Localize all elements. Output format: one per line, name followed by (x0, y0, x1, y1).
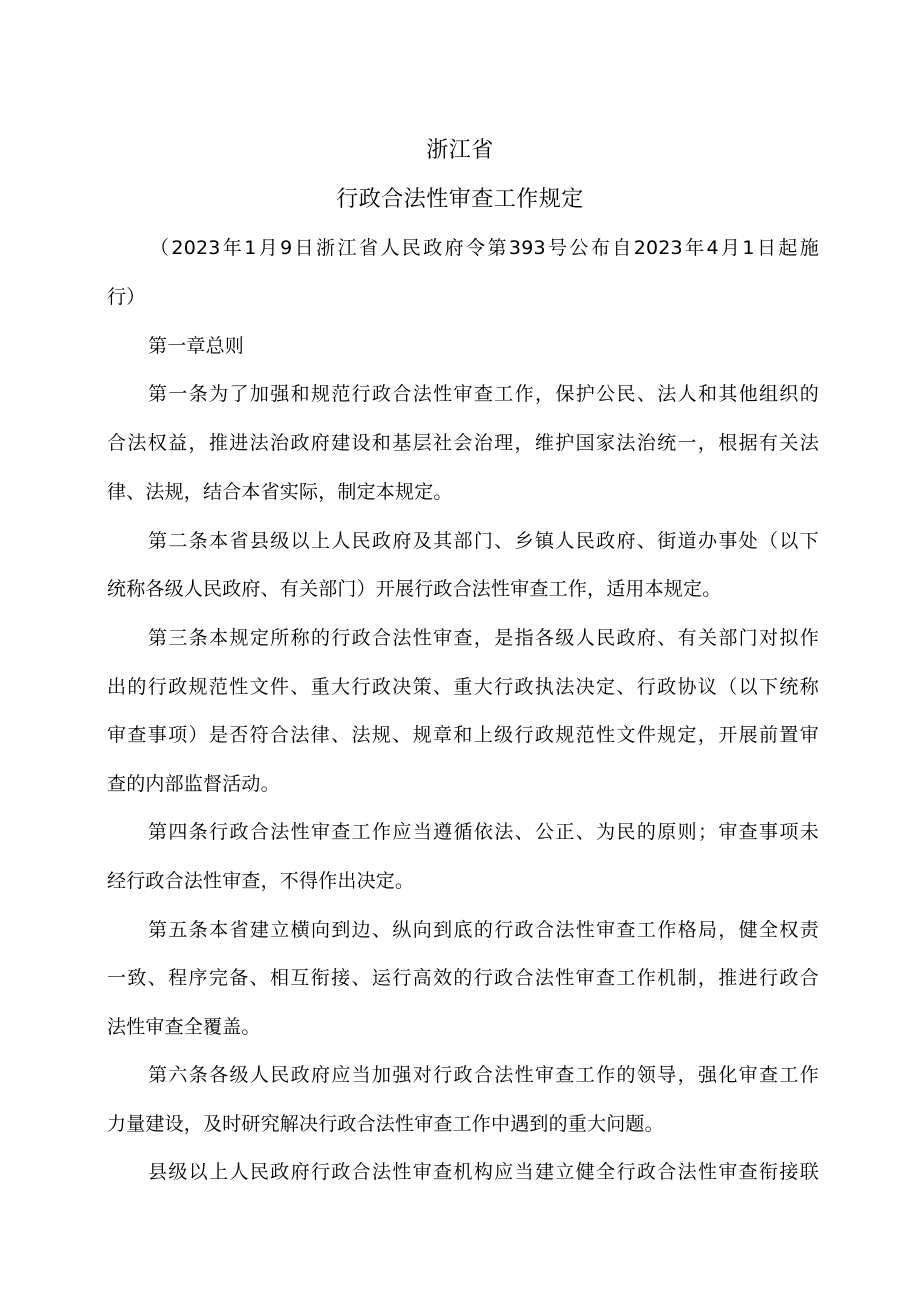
article-5-line: 法性审查全覆盖。 (107, 1016, 261, 1038)
article-5-line: 第五条本省建立横向到边、纵向到底的行政合法性审查工作格局，健全权责 (148, 919, 819, 941)
document-title: 行政合法性审查工作规定 (336, 187, 584, 212)
document-title-province: 浙江省 (426, 138, 494, 163)
article-3-line: 审查事项）是否符合法律、法规、规章和上级行政规范性文件规定，开展前置审 (107, 724, 819, 746)
article-3-line: 出的行政规范性文件、重大行政决策、重大行政执法决定、行政协议（以下统称 (107, 676, 819, 698)
article-2-line: 统称各级人民政府、有关部门）开展行政合法性审查工作，适用本规定。 (107, 578, 722, 600)
article-3-line: 查的内部监督活动。 (107, 773, 280, 795)
promulgation-note-line: 行） (107, 286, 146, 308)
article-6-paragraph-2-line: 县级以上人民政府行政合法性审查机构应当建立健全行政合法性审查衔接联 (148, 1161, 819, 1183)
article-1-line: 第一条为了加强和规范行政合法性审查工作，保护公民、法人和其他组织的 (148, 383, 819, 405)
article-5-line: 一致、程序完备、相互衔接、运行高效的行政合法性审查工作机制，推进行政合 (107, 967, 819, 989)
promulgation-note-line: （2023年1月9日浙江省人民政府令第393号公布自2023年4月1日起施 (150, 237, 819, 259)
article-4-line: 经行政合法性审查，不得作出决定。 (107, 870, 415, 892)
chapter-heading: 第一章总则 (148, 335, 245, 357)
article-6-line: 第六条各级人民政府应当加强对行政合法性审查工作的领导，强化审查工作 (148, 1064, 819, 1086)
article-1-line: 合法权益，推进法治政府建设和基层社会治理，维护国家法治统一，根据有关法 (107, 432, 819, 454)
article-2-line: 第二条本省县级以上人民政府及其部门、乡镇人民政府、街道办事处（以下 (148, 530, 819, 552)
article-1-line: 律、法规，结合本省实际，制定本规定。 (107, 481, 453, 503)
article-3-line: 第三条本规定所称的行政合法性审查，是指各级人民政府、有关部门对拟作 (148, 627, 819, 649)
article-4-line: 第四条行政合法性审查工作应当遵循依法、公正、为民的原则；审查事项未 (148, 821, 819, 843)
article-6-line: 力量建设，及时研究解决行政合法性审查工作中遇到的重大问题。 (107, 1113, 664, 1135)
